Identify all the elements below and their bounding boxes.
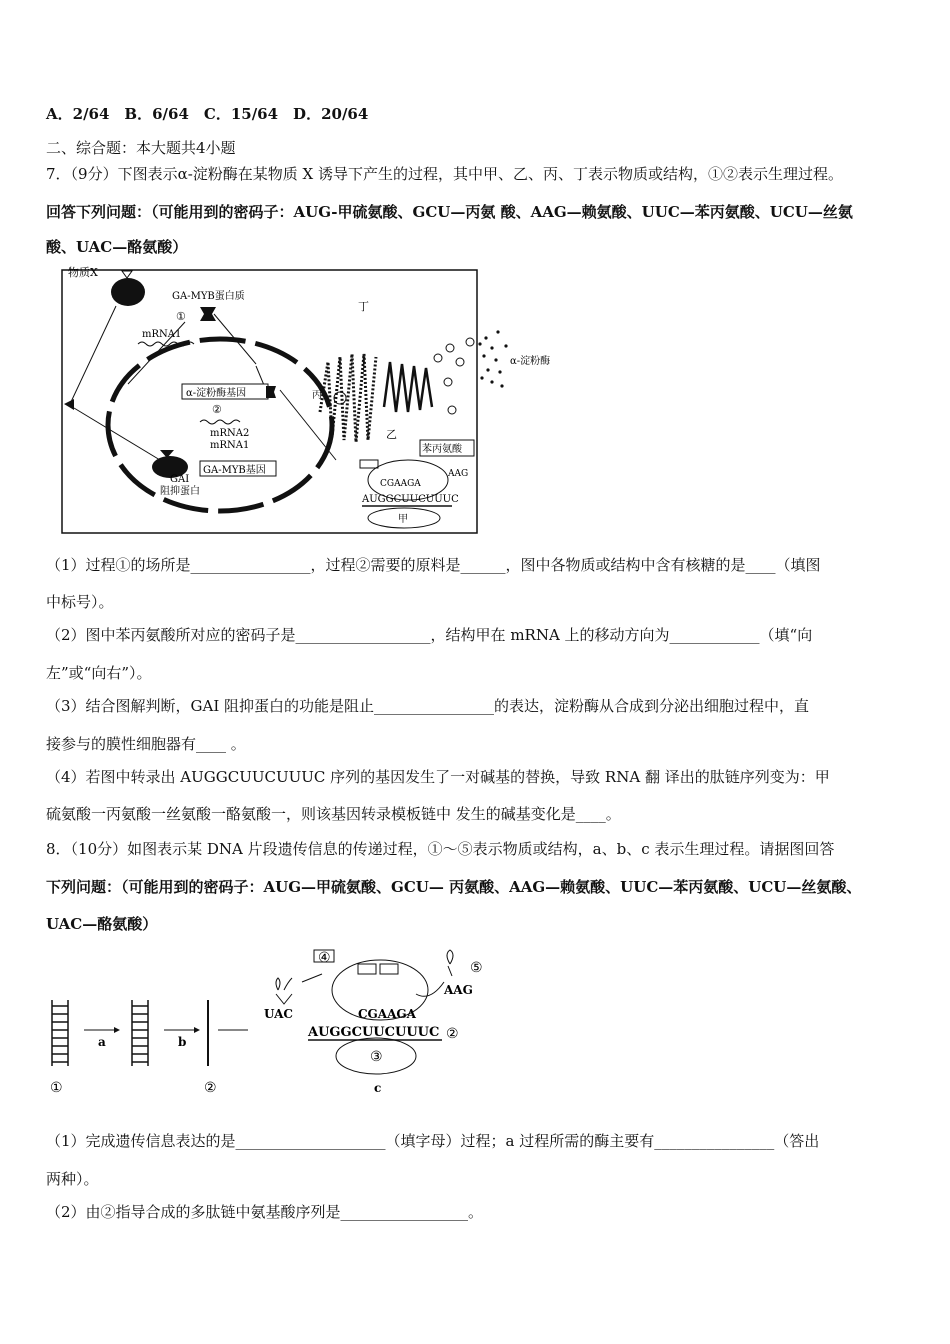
arrow-4 xyxy=(302,974,322,982)
substance-x-marker xyxy=(122,271,132,278)
mrna1-top-label: mRNA1 xyxy=(142,329,182,340)
vesicle-4 xyxy=(456,358,464,366)
step2-label: ② xyxy=(212,403,222,416)
dna-ladder-2 xyxy=(132,1000,148,1066)
label-b: b xyxy=(178,1035,187,1049)
gai-protein-label: 阻抑蛋白 xyxy=(160,486,200,497)
label-a: a xyxy=(98,1035,106,1049)
ga-myb-protein-label: GA-MYB蛋白质 xyxy=(172,291,245,302)
aag-label-8: AAG xyxy=(444,983,473,997)
label-5: ⑤ xyxy=(470,960,483,976)
label-4: ④ xyxy=(318,950,331,966)
arrow-left-gai xyxy=(74,408,160,460)
ding-label: 丁 xyxy=(358,300,369,313)
label-c: c xyxy=(374,1081,382,1095)
q8-sub1-2: 两种）。 xyxy=(46,1170,99,1188)
arrow-5 xyxy=(416,982,444,996)
receptor-blob xyxy=(111,278,145,306)
q7-sub2-2: 左”或“向右”）。 xyxy=(46,664,152,682)
q7-sub1-1: （1）过程①的场所是________________，过程②需要的原料是______，图中各物质或结构中含有核糖的是____（填图 xyxy=(46,556,821,574)
vesicle-5 xyxy=(466,338,474,346)
vesicle-3 xyxy=(446,344,454,352)
bing-label: 丙 xyxy=(312,390,322,401)
cgaaga-label: CGAAGA xyxy=(380,479,421,489)
q8-stem-2: 下列问题：（可能用到的密码子：AUG—甲硫氨酸、GCU— 丙氨酸、AAG—赖氨酸、UUC—苯丙氨酸、UCU—丝氨酸、 xyxy=(46,878,862,896)
mrna1-bottom-label: mRNA1 xyxy=(210,440,250,451)
uac-label: UAC xyxy=(264,1007,293,1021)
q7-sub4-2: 硫氨酸一丙氨酸一丝氨酸一酪氨酸一，则该基因转录模板链中 发生的碱基变化是____。 xyxy=(46,805,621,823)
aag-label: AAG xyxy=(448,469,469,479)
q8-sub2-1: （2）由②指导合成的多肽链中氨基酸序列是_________________。 xyxy=(46,1203,484,1221)
ga-myb-gene-label: GA-MYB基因 xyxy=(203,465,266,476)
q7-sub2-1: （2）图中苯丙氨酸所对应的密码子是__________________，结构甲在 mRNA 上的移动方向为____________（填“向 xyxy=(46,626,813,644)
q7-stem-2: 回答下列问题：（可能用到的密码子：AUG-甲硫氨酸、GCU—丙氨 酸、AAG—赖氨酸、UUC—苯丙氨酸、UCU—丝氨 xyxy=(46,203,853,221)
step1-label: ① xyxy=(176,310,186,323)
substance-x-label: 物质X xyxy=(68,266,98,279)
alpha-gene-label: α-淀粉酶基因 xyxy=(186,388,247,399)
q7-sub3-1: （3）结合图解判断，GAI 阻抑蛋白的功能是阻止________________的表达，淀粉酶从合成到分泌出细胞过程中，直 xyxy=(46,697,810,715)
q8-sub1-1: （1）完成遗传信息表达的是____________________（填字母）过程；a 过程所需的酶主要有________________（答出 xyxy=(46,1132,820,1150)
q8-stem-3: UAC—酪氨酸） xyxy=(46,915,158,933)
q7-sub1-2: 中标号）。 xyxy=(46,593,114,611)
q7-sub4-1: （4）若图中转录出 AUGGCUUCUUUC 序列的基因发生了一对碱基的替换，导致 RNA 翻 译出的肽链序列变为：甲 xyxy=(46,768,830,786)
aa-box-1 xyxy=(358,964,376,974)
vesicle-7 xyxy=(448,406,456,414)
gene-bound-protein xyxy=(266,386,276,398)
gai-label: GAI xyxy=(170,474,190,485)
peptide-box xyxy=(360,460,378,468)
mrna-seq-label: AUGGCUUCUUUC xyxy=(362,494,459,505)
alpha-amylase-label: α-淀粉酶 xyxy=(510,356,551,367)
nucleus-membrane xyxy=(108,339,332,511)
vesicle-6 xyxy=(444,378,452,386)
phe-label: 苯丙氨酸 xyxy=(422,444,462,455)
mrna2-wave xyxy=(200,420,240,424)
aa-box-2 xyxy=(380,964,398,974)
label-3: ③ xyxy=(370,1049,383,1065)
section-title: 二、综合题：本大题共4小题 xyxy=(46,139,236,157)
jia-label: 甲 xyxy=(398,514,408,525)
arrow-x-left xyxy=(70,306,116,404)
mrna2-label: mRNA2 xyxy=(210,428,250,439)
label-2: ② xyxy=(204,1080,217,1096)
arrowhead-a xyxy=(114,1027,120,1033)
ga-myb-protein-shape xyxy=(200,307,216,321)
cgaaga-label-8: CGAAGA xyxy=(358,1007,416,1021)
amylase-dots xyxy=(478,330,507,387)
trna-aag xyxy=(447,950,453,976)
label-2b: ② xyxy=(446,1026,459,1042)
arrowhead-b xyxy=(194,1027,200,1033)
q8-stem-1: 8．（10分）如图表示某 DNA 片段遗传信息的传递过程，①～⑤表示物质或结构，a、b、c 表示生理过程。请据图回答 xyxy=(46,840,835,858)
label-1: ① xyxy=(50,1080,63,1096)
q8-figure xyxy=(40,942,500,1102)
arrowhead-left xyxy=(64,399,74,410)
q7-stem-3: 酸、UAC—酪氨酸） xyxy=(46,238,188,256)
trna-uac xyxy=(276,978,292,1004)
mrna-seq-label-8: AUGGCUUCUUUC xyxy=(308,1025,440,1040)
yi-label: 乙 xyxy=(386,428,397,441)
q7-sub3-2: 接参与的膜性细胞器有____ 。 xyxy=(46,735,246,753)
q6-options: A．2/64 B．6/64 C．15/64 D．20/64 xyxy=(46,105,369,123)
q7-figure xyxy=(40,262,570,542)
golgi xyxy=(384,362,432,412)
dna-ladder-1 xyxy=(52,1000,68,1066)
vesicle-2 xyxy=(434,354,442,362)
q7-stem-1: 7．（9分）下图表示α-淀粉酶在某物质 X 诱导下产生的过程，其中甲、乙、丙、丁表示物质或结构，①②表示生理过程。 xyxy=(46,165,844,183)
